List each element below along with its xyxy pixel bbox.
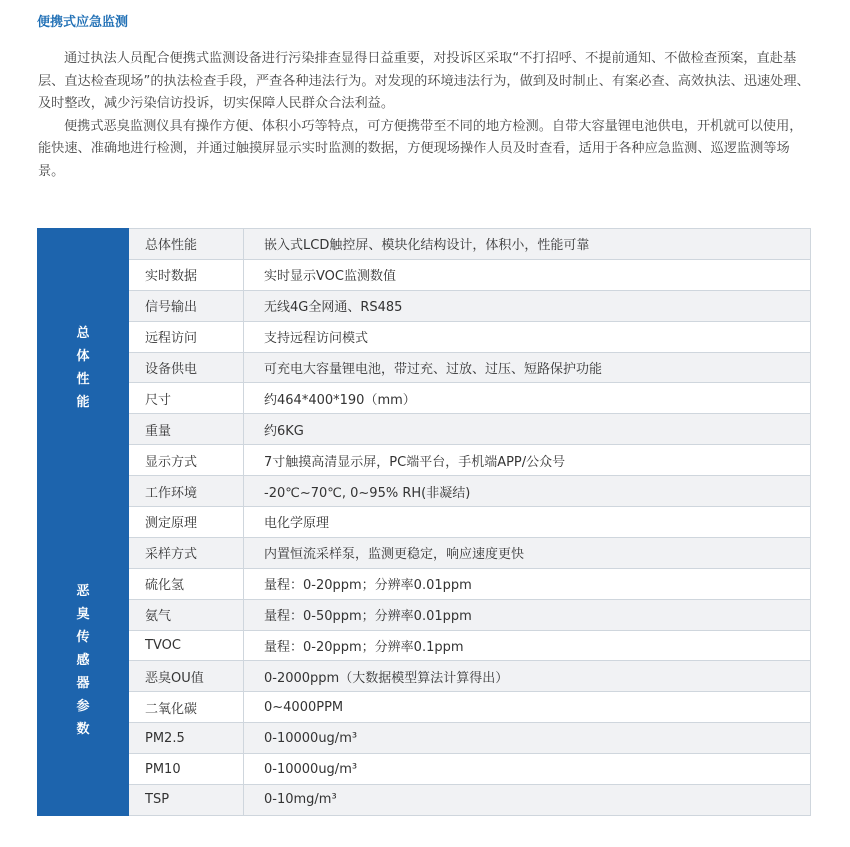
spec-key: 远程访问	[129, 321, 244, 352]
spec-value: 实时显示VOC监测数值	[244, 259, 811, 290]
group-label-char: 臭	[76, 607, 90, 623]
table-row	[38, 537, 811, 568]
spec-key: 显示方式	[129, 445, 244, 476]
spec-key: 测定原理	[129, 507, 244, 538]
group-label-char: 总	[76, 325, 90, 341]
spec-value: 内置恒流采样泵，监测更稳定，响应速度更快	[244, 537, 811, 568]
spec-value: 0-10mg/m³	[244, 785, 811, 816]
spec-key: PM10	[129, 754, 244, 785]
table-row	[38, 785, 811, 816]
group-label-char: 器	[76, 676, 90, 692]
table-row	[38, 723, 811, 754]
table-row	[38, 229, 811, 260]
spec-value: 约6KG	[244, 414, 811, 445]
group-label-char: 参	[76, 699, 90, 715]
spec-value: 0-10000ug/m³	[244, 754, 811, 785]
table-row	[38, 259, 811, 290]
spec-key: 恶臭OU值	[129, 661, 244, 692]
group-label-char: 能	[76, 394, 90, 410]
spec-value: 0-2000ppm（大数据模型算法计算得出）	[244, 661, 811, 692]
spec-key: 信号输出	[129, 290, 244, 321]
spec-value: 嵌入式LCD触控屏、模块化结构设计，体积小，性能可靠	[244, 229, 811, 260]
table-row	[38, 630, 811, 661]
spec-key: TSP	[129, 785, 244, 816]
group-label-char: 性	[76, 371, 90, 387]
spec-value: -20℃~70℃, 0~95% RH(非凝结)	[244, 476, 811, 507]
spec-key: 总体性能	[129, 229, 244, 260]
spec-key: 硫化氢	[129, 568, 244, 599]
spec-table	[37, 228, 811, 816]
table-row	[38, 383, 811, 414]
group-label	[38, 229, 129, 507]
spec-key: 重量	[129, 414, 244, 445]
spec-value: 量程：0-50ppm；分辨率0.01ppm	[244, 599, 811, 630]
spec-key: 尺寸	[129, 383, 244, 414]
spec-value: 7寸触摸高清显示屏，PC端平台，手机端APP/公众号	[244, 445, 811, 476]
table-row	[38, 661, 811, 692]
table-row	[38, 476, 811, 507]
table-row	[38, 507, 811, 538]
table-row	[38, 445, 811, 476]
spec-key: PM2.5	[129, 723, 244, 754]
table-row	[38, 352, 811, 383]
spec-value: 0~4000PPM	[244, 692, 811, 723]
table-row	[38, 599, 811, 630]
table-row	[38, 321, 811, 352]
spec-value: 电化学原理	[244, 507, 811, 538]
spec-value: 0-10000ug/m³	[244, 723, 811, 754]
group-label	[38, 507, 129, 816]
spec-key: 设备供电	[129, 352, 244, 383]
spec-value: 量程：0-20ppm；分辨率0.1ppm	[244, 630, 811, 661]
spec-key: 实时数据	[129, 259, 244, 290]
group-label-char: 传	[76, 630, 90, 646]
spec-value: 可充电大容量锂电池，带过充、过放、过压、短路保护功能	[244, 352, 811, 383]
spec-key: 工作环境	[129, 476, 244, 507]
group-label-char: 数	[76, 722, 90, 738]
table-row	[38, 754, 811, 785]
spec-value: 无线4G全网通、RS485	[244, 290, 811, 321]
group-label-char: 感	[76, 653, 90, 669]
spec-key: 二氧化碳	[129, 692, 244, 723]
group-label-char: 体	[76, 348, 90, 364]
intro-paragraph: 通过执法人员配合便携式监测设备进行污染排查显得日益重要，对投诉区采取“不打招呼、不提前通知、不做检查预案，直赴基层、直达检查现场”的执法检查手段，严查各种违法行为。对发现的环境违法行为，做到及时制止、有案必查、高效执法、迅速处理、及时整改，减少污染信访投诉，切实保障人民群众合法利益。	[38, 51, 810, 111]
spec-key: 氨气	[129, 599, 244, 630]
section-title: 便携式应急监测	[37, 15, 129, 30]
intro-paragraph: 便携式恶臭监测仪具有操作方便、体积小巧等特点，可方便携带至不同的地方检测。自带大容量锂电池供电，开机就可以使用，能快速、准确地进行检测，并通过触摸屏显示实时监测的数据，方便现场操作人员及时查看，适用于各种应急监测、巡逻监测等场景。	[38, 118, 803, 179]
table-row	[38, 414, 811, 445]
table-row	[38, 568, 811, 599]
spec-value: 量程：0-20ppm；分辨率0.01ppm	[244, 568, 811, 599]
group-label-char: 恶	[76, 584, 90, 600]
table-row	[38, 692, 811, 723]
spec-value: 支持远程访问模式	[244, 321, 811, 352]
spec-key: TVOC	[129, 630, 244, 661]
table-row	[38, 290, 811, 321]
spec-key: 采样方式	[129, 537, 244, 568]
spec-value: 约464*400*190（mm）	[244, 383, 811, 414]
intro-text	[38, 48, 813, 183]
